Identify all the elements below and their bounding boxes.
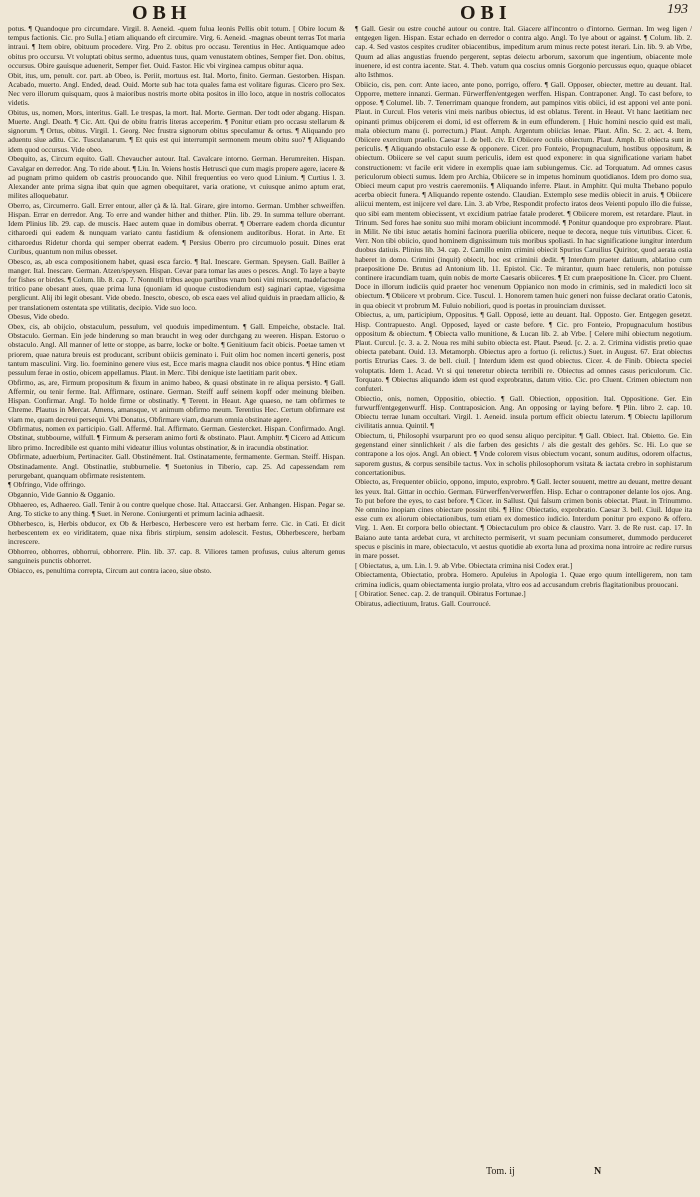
entry: potus. ¶ Quandoque pro circumdare. Virgil. 8. Aeneid. -quem fulua leonis Pellis obit totum. [ Obire locum & tempus factionis. Cic. pro Sulla.] etiam aliquando eft circumire. Virg. 6. Aeneid. -magnas obeunt terras Tot maria intraui. ¶ Item obire, obituum procedere. Virg. Pro 2. obitus pro occasu. Terentius in Hec. Antiquamque adeo obitus pro occursu. Vt voluptati obitus sermo, aduentus tuus, quam venustatem obtines, Semper fiet. Don. obitus, occursus. Obire gauisque aduenerit, Semper fiet. Ouid. Fastor. Hic vbi virginea campus obitur aqua. — [8, 24, 345, 70]
entry: Obiicio, cis, pen. corr. Ante iaceo, ante pono, porrigo, offero. ¶ Gall. Opposer, obiecter, mettre au deuant. Ital. Opporre, mettere innanzi. German. Fürwerffen/entgegen werffen. Hispan. Contraponer. Angl. To cast before, to oppose. ¶ Columel. lib. 7. Tenerrimam quanque frondem, aut pampinos vitis obiici, id est apponi vel ante poni. Plaut. in Curcul. Flos veteris vini meis naribus obiectus, id est oblatus. Terent. in Heaut. Vt hanc laetitiam nec opinanti primus obijcerem ei domi, id est offerrem & in eum effunderem. [ Huic homini nescio quid est mali, mala obiectum manu (i. porrectum.) Plaut. Amph. Argentum obiicias lenae. Plaut. Afin. Sc. 2. act. 4. Item, Obiicere exercitum praelio. Caesar 1. de bell. civ. Et Obiicere oculis obiectum. Plaut. Amph. Et obiecta sunt in periculis. ¶ Aliquando obstaculo esse & opponere. Cicer. pro Fonteio, Propugnaculum, hostibus oppositum, & obiectum. Obiicere se vel caput suum periculis, idem est quod exponere: in qua significatione variam habet constructionem: vt facile erit videre in exemplis quae iam subiungemus. Cic. ad Torquatum. Ad omnes casus periculorum obiecti sumus. Idem pro Archia, Obiicere se in impetus hominum quotidianos. Idem pro domo sua, Obieci meum caput pro vestris caeremoniis. ¶ Aliquando inferre. Plaut. in Amphitr. Qui multa Thebano populo acerba obiecit funera. ¶ Aliquando repente ostendo. Claudian. Extemplo sese mediis obiecit in aruis. ¶ Obiicere aliicui mentem, est inijcere vel dare. Lin. 3. ab Vrbe, Respondit profecto iratos deos Veienti populo illo die fuisse, quo sibi eam mentem obiecissent, vt excidium patriae fatale proderet. ¶ Obiicere morem, est retardare. Plaut. in Trinum. Sed fores hae sonitu suo mihi moram obiiciunt incommodé. ¶ Ponitur quandoque pro exprobrare. Plaut. in Milit. Ne tibi istuc aetatis homini facinora puerilia obiicere, neque te decora, neque tuis virtutibus. Cicer. 6. Verr. Non tibi obiicio, quod hominem dignissimum tuis moribus spoliasti. In hac significatione iungitur interdum duobus datiuis. Plinius lib. 34. cap. 2. Camillo enim crimini obiecit Spurius Caruilius Quiritor, quod aerata ostia haberet in domo. Crimini (inquit) obiecit, hoc est criminii dedit. ¶ Interdum praeter datiuum, ablatiuo cum praepositione De. Brutus ad Antonium lib. 11. Epistol. Cic. Te mirantur, quum haec retuleris, non potuisse continere iracundiam tuam, quin nobis de morte Caesaris obiiceres. ¶ Et cum praepositione In. Cicer. pro Cluent. Doce in illorum iudiciis quid praeter hoc venenum Oppianico non modo in criminis, sed in maledicti loco sit obiectum. ¶ Obiicere vt probrum. Cice. Tuscul. 1. Honorem tamen huic generi non fuisse declarat oratio Catonis, in qua obiecit vt probrum M. Fuluio nobiliori, quod is poetas in prouinciam duxisset. — [355, 79, 692, 310]
page-header — [8, 2, 692, 24]
entry: Obiectamenta, Obiectatio, probra. Homero. Apuleius in Apologia 1. Quae ergo quum intelligerem, non tam crimina iudicis, quam obiectamenta iurgio prolata, vltro eos ad accusandum crebris flagitationibus prouocani. — [355, 570, 692, 589]
entry: ¶ Obfringo, Vide offringo. — [8, 480, 86, 490]
entry: Obfirmate, aduerbium, Pertinaciter. Gall. Obstinément. Ital. Ostinatamente, fermamente. German. Steiff. Hispan. Obstinadamente. Angl. Obstinatlie, stubburnelie. ¶ Suetonius in Tiberio, cap. 25. Ad capessendam rem perurgebant, quanquam obfirmate resistentem. — [8, 452, 345, 480]
entry: Obiectus, a, um, participium, Oppositus. ¶ Gall. Opposé, iette au deuant. Ital. Opposto. Ger. Entgegen gesetzt. Hisp. Contrapuesto. Angl. Opposed, layed or caste before. ¶ Cic. pro Fonteio, Propugnaculum hostibus oppositum & obiectum. ¶ Obiecta vallo munitione, & Lucan lib. 2. ab Vrbe. [ Celere mihi obiectum negotium. Plaut. Curcul. [c. 3. a. 2. Noua res mihi subito obiecta est. Plaut. Pseud. [c. 2. a. 2. Crimina vidistis pretio quae obiecta patebant. Ouid. 13. Metamorph. Obiectus apro a fortuo (i. relictus.) Suet. in August. 67. Erat obiectus portis Etrurias Caes. 3. de bell. ciuil. [ Interdum idem est quod obiectus. Cicer. 4. de Finib. Obiecta speciei voluptatis. Idem 1. Acad. Vt si qui teneretur obiecta terribili re. Obiectus ad omnes casus periculorum. Cic. Torquato. ¶ Obiectus aliquando idem est quod exprobratus, datum vitio. Cic. pro Cluent. Crimen obiectum non confuteri. — [355, 310, 692, 393]
page-number: 193 — [667, 2, 688, 17]
column-right — [355, 24, 692, 1164]
volume-signature: Tom. ij — [486, 1166, 515, 1177]
entry: Obfirmo, as, are, Firmum propositum & fixum in animo habeo, & quasi obstinate in re aliqua persisto. ¶ Gall. Affermir, ou tenir ferme. Ital. Affirmare, ostinare. German. Steiff auff seinem kopff oder meinung bleiben. Hispan. Confirmar. Angl. To holde firme or obstinatly. ¶ Terent. in Heaut. Age quaeso, ne tam obfirmes te Chreme. Plautus in Mercat. Amens, amansque, vt animum obfirmo meum. Terentius Hec. Certum obfirmare est viam me, quam decreui persequi. Vbi Donatus, Obfirmare viam, duarum omnia obstinate agere. — [8, 377, 345, 424]
entry: Obiratus, adiectiuum, Iratus. Gall. Courroucé. — [355, 599, 491, 609]
entry: Obit, itus, um, penult. cor. part. ab Obeo, is. Periit, mortuus est. Ital. Morto, finito. German. Gestorben. Hispan. Acabado, muerto. Angl. Ended, dead. Ouid. Morte sub hac tota quales fama est volitare figuras. Cicero pro Sex. Nec vero illorum quisquam, quos à maioribus nostris morte obita positos in illo loco, atque in nostris collocatos videtis. — [8, 70, 345, 108]
columns — [8, 24, 692, 1164]
running-head-right: OBI — [460, 2, 512, 24]
entry: Obesco, as, ab esca compositionem habet, quasi esca farcio. ¶ Ital. Inescare. German. Speysen. Gall. Bailler à manger. Ital. Inescare. German. Atzen/speysen. Hispan. Cevar para tomar las aues o pesces. Angl. To laye a bayte for fishes or birdes. ¶ Colum. lib. 8. cap. 7. Nonnulli tribus aequo partibus vnam boni vini miscent, madefactoque tritico pane obesant aues, quae prima luna (quoniam id quoque custodiendum est) saginari captae, vigesima perglicunt. Alij ibi legit obesant. Vide obedo. Inescto, obesco, ob esca eaes vel aliud quiduis in praedam allicio, & per translationem ostentata spe vtilitatis, decipio. Vide suo loco. — [8, 256, 345, 312]
entry: Obfirmatus, nomen ex participio. Gall. Affermé. Ital. Affirmato. German. Gestercket. Hispan. Confirmado. Angl. Obstinat, stubbourne, wilfull. ¶ Firmum & perseram animo forti & obstinato. Plaut. Amphitr. ¶ Cicero ad Atticum libro primo. Incredibile est quanto mihi videatur illius voluntas obstinatior, & in iracundia obstinatior. — [8, 424, 345, 452]
entry: [ Obiectatus, a, um. Lin. l. 9. ab Vrbe. Obiectata crimina nisi Codex erat.] — [355, 560, 573, 570]
entry: Obiectum, ti, Philosophi vsurparunt pro eo quod sensu aliquo percipitur. ¶ Gall. Obiect. Ital. Obietto. Ge. Ein gegenstand einer sinnlichkeit / als die farben des gesichts / als die gestalt des gehörs. Sc. Hi. Lo que se contrapone a los ojos. Angl. An obiect. ¶ Vnde colorem visus obiectum vocant, sonum auditus, odorem olfactus, saporem gustus, & corpus sensibile tactus. Vox in scholis philosophorum vsitata & iactata crebro in sophistarum concertationibus. — [355, 430, 692, 477]
entry: Obherbesco, is, Herbis obducor, ex Ob & Herbesco, Herbescere vero est herbam ferre. Cic. in Cati. Et dicit herbescentem ex eo viriditatem, quae nixa fibris stirpium, sensim adolescit. Festus, Obherbescere, herbam increscere. — [8, 518, 345, 547]
entry: Obiacco, es, penultima correpta, Circum aut contra iaceo, siue obsto. — [8, 565, 212, 575]
entry: Obgannio, Vide Gannio & Ogganio. — [8, 490, 115, 500]
running-head-left: OBH — [132, 2, 192, 24]
column-left — [8, 24, 345, 1164]
entry: ¶ Gall. Gesir ou estre couché autour ou contre. Ital. Giacere all'incontro o d'intorno. German. Im weg ligen / entgegen ligen. Hispan. Estar echado en derredor o contra algo. Angl. To lye about or against. ¶ Colum. lib. 2. cap. 4. Sed vastos cespites cruditer obiacentibus, impeditum arum minus recte potest iterari. Lin. lib. 9. ab Vrbe, Quum ad alias angustias fruendo pergerent, septas deiectu arborum, saxorum que ingentium, obiacente mole inuenere, id est contra iacente. Stat. 4. Theb. vatum qua coscius omnis Gorgonio percussus equo, quaque obiacet alto Isthmos. — [355, 24, 692, 80]
entry: Obequito, as, Circum equito. Gall. Chevaucher autour. Ital. Cavalcare intorno. German. Herumreiten. Hispan. Cavalgar en derredor. Ang. To ride about. ¶ Liu. In. Veiens hostis Hetrusci que cum magis propere agere, iacere & ad pugnam primo quidem ob castris prouocando que. Nihil frequentius eo vero quod Linium. ¶ Curtius l. 3. Alexander ante prima signa ibat quin que agmen obequitaret, varia oratione, vt cuiusque animo aptum erat, milites alloquebatur. — [8, 154, 345, 201]
catchword: N — [594, 1166, 602, 1177]
entry: Obesus, Vide obedo. — [8, 312, 70, 322]
entry: Obitus, us, nomen, Mors, interitus. Gall. Le trespas, la mort. Ital. Morte. German. Der todt oder abgang. Hispan. Muerte. Angl. Death. ¶ Cic. Att. Qui de obitu fratris literas acceperim. ¶ Ponitur etiam pro occasu stellarum & signorum. ¶ Ortus, obitus. Virgil. 1. Georg. Nec frustra signorum obitus speculamur & ortus. ¶ Aliquando pro aduentu siue aditu. Cic. Tusculanarum. ¶ Et quis est qui interrumpit sermonem meum obitu suo? ¶ Aliquando idem quod occursus. Vide obeo. — [8, 107, 345, 154]
entry: Obex, cis, ab obijcio, obstaculum, pessulum, vel quoduis impedimentum. ¶ Gall. Empeiche, obstacle. Ital. Obstaculo. German. Ein jede hinderung so man braucht in weg oder durchgang zu weeren. Hispan. Estoruo o obstaculo. Angl. All manner of lette or stoppe, as barre, locke or bolte. ¶ Genitiuum facit obicis. Poetae tamen vt priorem, quae natura breuis est producant, scribunt obiicis geminato i. Fuit olim hoc nomen incerti generis, post tantum masculini. Virg. lio. foeminino genere vius est, Ecce maris magna claudit nos obice pontus. ¶ Hinc etiam pessulum ferae in ostio, obicem appellamus. Plaut. in Merc. Tibi denique iste laetitiam parit obex. — [8, 322, 345, 378]
page-footer — [8, 1164, 692, 1190]
entry: Obhorreo, obhorres, obhorrui, obhorrere. Plin. lib. 37. cap. 8. Viliores tamen profusus, cuius alterum genus sanguineis punctis obhorret. — [8, 546, 345, 566]
entry: Obiectio, onis, nomen, Oppositio, obiectio. ¶ Gall. Obiection, opposition. Ital. Oppositione. Ger. Ein furwurff/entgegenwurff. Hisp. Contraposicion. Ang. An opposing or laying before. ¶ Plin. libro 2. cap. 10. Obiectu terrae lunam occultari. Virgil. 1. Aeneid. insula portum efficit obiectu laterum. ¶ Obiectu lapillorum civilitatis annua. Quintil. ¶ — [355, 393, 692, 431]
entry: Oberro, as, Circumerro. Gall. Errer entour, aller çà & là. Ital. Girare, gire intorno. German. Umbher schweiffen. Hispan. Errar en derredor. Ang. To erre and wander hither and thither. Plin. lib. 29. In summa tellure oberrant. Idem Plinius lib. 29. cap. de muscis. Haec autem quae in domibus oberrat. ¶ Oberrare eadem chorda dicuntur citharoedi qui eadem & nunquam variato cantu fastidium & ofensionem auditoribus. Horat. in Arte. Et citharoedus Ridetur chorda qui semper oberrat eadem. ¶ Persius Oberro pro circumuolo posuit. Dines erat Curibus, quantum non milus obesset. — [8, 200, 345, 256]
entry: [ Obiratior. Senec. cap. 2. de tranquil. Obiratus Fortunae.] — [355, 589, 526, 599]
entry: Obhaereo, es, Adhaereo. Gall. Tenir à ou contre quelque chose. Ital. Attaccarsi. Ger. Anhangen. Hispan. Pegar se. Ang. To sticke to any thing. ¶ Suet. in Nerone. Coniurgenti et primum lacinia adhaesit. — [8, 499, 345, 519]
entry: Obiecto, as, Frequenter obiicio, oppono, imputo, exprobro. ¶ Gall. Iecter souuent, mettre au deuant, mettre deuant les yeux. Ital. Gittar in occhio. German. Fürwerffen/verwerffen. Hisp. Echar o contraponer delante los ojos. Ang. To put before the eyes, to cast before. ¶ Cicer. in Sallust. Qui falsum crimen bonis obiectat. Plaut. in Trinummo. Ne omnino inopiam cines obiectare possint tibi. ¶ Hinc Obiectatio, exprobratio. Caesar 3. bell. Ciuil. Idque ita esse cum ex aliorum obiectationibus, tum etiam ex domestico iudicio. Interdum ponitur pro expono & offero. Virg. 1. Aen. Et corpora bello obiectant. ¶ Obiectaculum pro obice & claustro. Varr. 3. de Re rust. cap. 17. In Baiano aute tanta ardebat cura, vt architecto permiserit, vt suam pecuniam consumeret, dummodo perduceret specus e piscinis in mare, obiectaculo, vt aestus quotidie ab exorta luna ad proxima nona introire ac redire rursus in mare posset. — [355, 477, 692, 561]
